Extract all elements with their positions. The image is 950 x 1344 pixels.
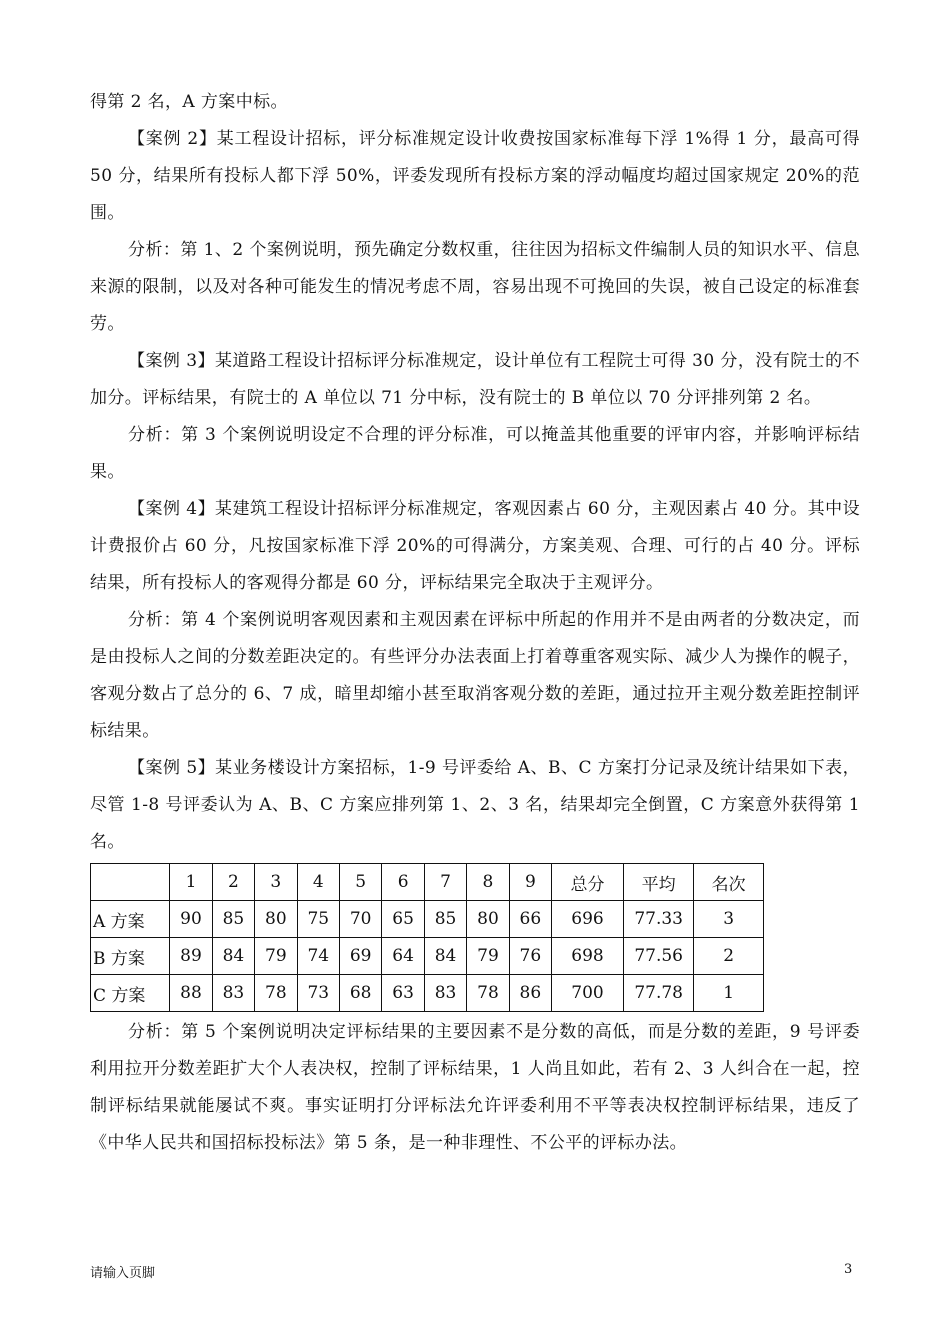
table-cell: 84 [212,938,254,975]
table-cell: 89 [170,938,212,975]
table-cell: 85 [212,901,254,938]
table-row [91,975,764,1012]
table-header-cell [91,864,170,901]
table-header-cell: 3 [255,864,297,901]
table-header-cell: 8 [467,864,509,901]
table-header-cell: 4 [297,864,339,901]
table-cell: 77.78 [623,975,693,1012]
table-cell: 3 [694,901,764,938]
document-body [90,84,860,1162]
table-row [91,938,764,975]
paragraph: 分析：第 1、2 个案例说明，预先确定分数权重，往往因为招标文件编制人员的知识水平、信息来源的限制，以及对各种可能发生的情况考虑不周，容易出现不可挽回的失误，被自己设定的标准套劳。 [90,240,860,334]
table-header-cell: 6 [382,864,424,901]
table-cell: 85 [424,901,466,938]
paragraph: 【案例 5】某业务楼设计方案招标，1-9 号评委给 A、B、C 方案打分记录及统计结果如下表，尽管 1-8 号评委认为 A、B、C 方案应排列第 1、2、3 名，结果却完全倒置，C 方案意外获得第 1 名。 [90,758,860,852]
table-cell: 77.33 [623,901,693,938]
table-cell: 66 [509,901,551,938]
paragraph: 【案例 2】某工程设计招标，评分标准规定设计收费按国家标准每下浮 1%得 1 分，最高可得 50 分，结果所有投标人都下浮 50%，评委发现所有投标方案的浮动幅度均超过国家规定 20%的范围。 [90,129,860,223]
table-cell: 84 [424,938,466,975]
table-header-cell: 5 [339,864,381,901]
table-cell: C 方案 [91,975,170,1012]
table-cell: 696 [552,901,624,938]
table-cell: 1 [694,975,764,1012]
table-header-cell: 7 [424,864,466,901]
table-cell: 79 [255,938,297,975]
table-cell: 63 [382,975,424,1012]
table-header-cell: 总分 [552,864,624,901]
table-header-cell: 1 [170,864,212,901]
table-cell: 69 [339,938,381,975]
score-table [90,863,764,1012]
table-cell: 90 [170,901,212,938]
table-cell: 83 [424,975,466,1012]
footer-placeholder: 请输入页脚 [90,1266,156,1281]
page-number: 3 [844,1262,853,1277]
table-header-row [91,864,764,901]
paragraph: 分析：第 4 个案例说明客观因素和主观因素在评标中所起的作用并不是由两者的分数决定，而是由投标人之间的分数差距决定的。有些评分办法表面上打着尊重客观实际、减少人为操作的幌子，客观分数占了总分的 6、7 成，暗里却缩小甚至取消客观分数的差距，通过拉开主观分数差距控制评标结果。 [90,610,860,741]
table-cell: 74 [297,938,339,975]
table-cell: 80 [255,901,297,938]
table-cell: 77.56 [623,938,693,975]
table-cell: 68 [339,975,381,1012]
table-cell: 64 [382,938,424,975]
table-cell: 75 [297,901,339,938]
table-cell: 2 [694,938,764,975]
paragraph: 分析：第 5 个案例说明决定评标结果的主要因素不是分数的高低，而是分数的差距，9 号评委利用拉开分数差距扩大个人表决权，控制了评标结果，1 人尚且如此，若有 2、3 人纠合在一起，控制评标结果就能屡试不爽。事实证明打分评标法允许评委利用不平等表决权控制评标结果，违反了《中华人民共和国招标投标法》第 5 条，是一种非理性、不公平的评标办法。 [90,1022,860,1153]
score-table-wrap [90,863,860,1012]
table-cell: 700 [552,975,624,1012]
table-cell: 88 [170,975,212,1012]
paragraph: 得第 2 名，A 方案中标。 [90,92,288,112]
table-row [91,901,764,938]
table-cell: 78 [255,975,297,1012]
paragraph: 分析：第 3 个案例说明设定不合理的评分标准，可以掩盖其他重要的评审内容，并影响评标结果。 [90,425,860,482]
table-cell: 86 [509,975,551,1012]
table-cell: 698 [552,938,624,975]
table-cell: 65 [382,901,424,938]
table-cell: 73 [297,975,339,1012]
table-cell: 76 [509,938,551,975]
table-cell: 83 [212,975,254,1012]
table-cell: A 方案 [91,901,170,938]
table-header-cell: 名次 [694,864,764,901]
table-header-cell: 9 [509,864,551,901]
table-cell: 79 [467,938,509,975]
table-header-cell: 平均 [623,864,693,901]
table-cell: 80 [467,901,509,938]
table-cell: B 方案 [91,938,170,975]
table-cell: 70 [339,901,381,938]
table-header-cell: 2 [212,864,254,901]
paragraph: 【案例 3】某道路工程设计招标评分标准规定，设计单位有工程院士可得 30 分，没有院士的不加分。评标结果，有院士的 A 单位以 71 分中标，没有院士的 B 单位以 70 分评排列第 2 名。 [90,351,860,408]
paragraph: 【案例 4】某建筑工程设计招标评分标准规定，客观因素占 60 分，主观因素占 40 分。其中设计费报价占 60 分，凡按国家标准下浮 20%的可得满分，方案美观、合理、可行的占 40 分。评标结果，所有投标人的客观得分都是 60 分，评标结果完全取决于主观评分。 [90,499,860,593]
table-cell: 78 [467,975,509,1012]
